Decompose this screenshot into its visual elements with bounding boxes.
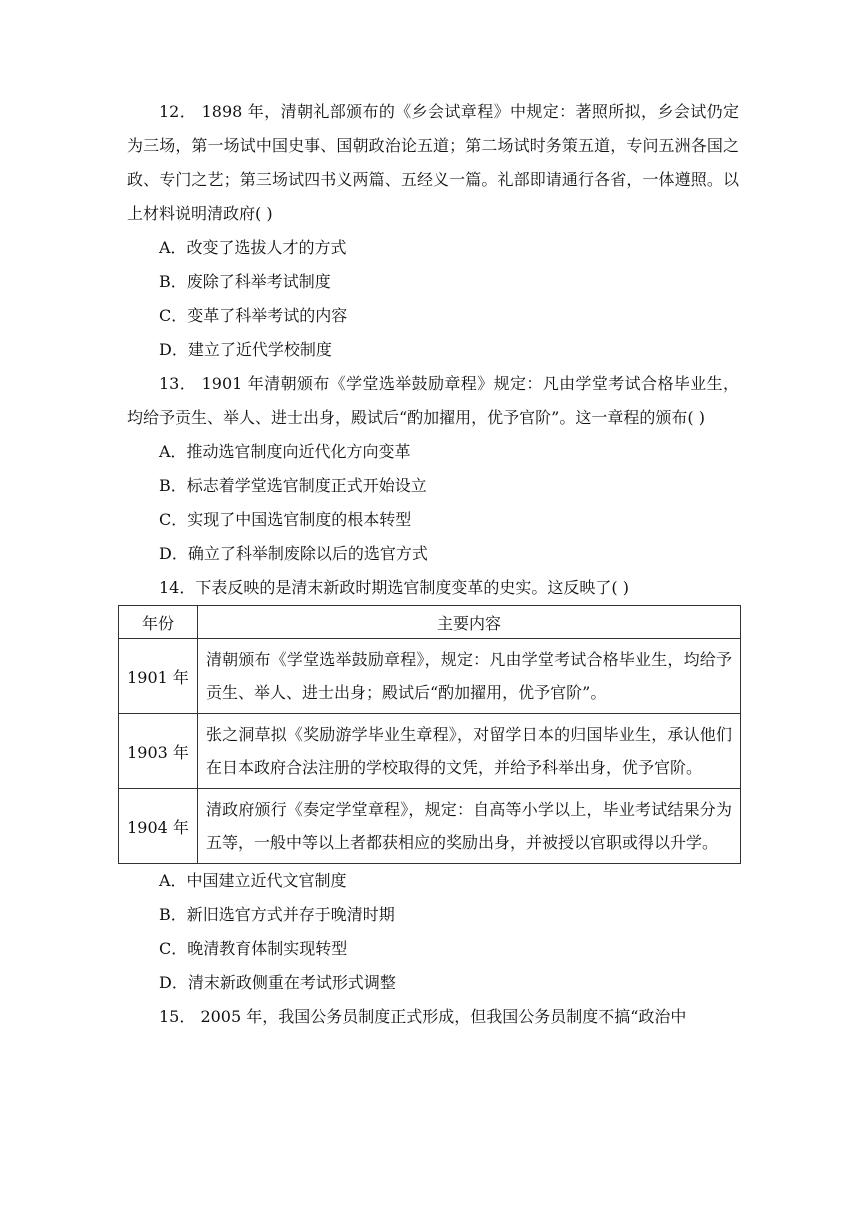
table-header-row bbox=[119, 606, 741, 639]
question-14-option-a: A．中国建立近代文官制度 bbox=[159, 871, 347, 890]
question-13-option-d: D．确立了科举制废除以后的选官方式 bbox=[159, 544, 428, 563]
table-header-year: 年份 bbox=[119, 606, 198, 639]
history-table bbox=[118, 605, 741, 864]
table-cell-content: 清朝颁布《学堂选举鼓励章程》，规定：凡由学堂考试合格毕业生，均给予贡生、举人、进士出身；殿试后“酌加擢用，优予官阶”。 bbox=[198, 639, 741, 714]
question-12-option-a: A．改变了选拔人才的方式 bbox=[159, 238, 347, 257]
question-12-option-b: B．废除了科举考试制度 bbox=[159, 272, 331, 291]
table-cell-content: 张之洞草拟《奖励游学毕业生章程》，对留学日本的归国毕业生，承认他们在日本政府合法注册的学校取得的文凭，并给予科举出身，优予官阶。 bbox=[198, 714, 741, 789]
question-13-option-c: C．实现了中国选官制度的根本转型 bbox=[159, 510, 412, 529]
question-15-stem: 15． 2005 年，我国公务员制度正式形成，但我国公务员制度不搞“政治中 bbox=[159, 1007, 687, 1026]
table-cell-year: 1903 年 bbox=[119, 714, 198, 789]
table-row bbox=[119, 789, 741, 864]
table-row bbox=[119, 714, 741, 789]
question-14-option-d: D．清末新政侧重在考试形式调整 bbox=[159, 973, 396, 992]
table-header-content: 主要内容 bbox=[198, 606, 741, 639]
question-12-option-d: D．建立了近代学校制度 bbox=[159, 340, 332, 359]
table-cell-content: 清政府颁行《奏定学堂章程》，规定：自高等小学以上，毕业考试结果分为五等，一般中等以上者都获相应的奖励出身，并被授以官职或得以升学。 bbox=[198, 789, 741, 864]
question-12-stem: 12． 1898 年，清朝礼部颁布的《乡会试章程》中规定：著照所拟，乡会试仍定为三场，第一场试中国史事、国朝政治论五道；第二场试时务策五道，专问五洲各国之政、专门之艺；第三场试四书义两篇、五经义一篇。礼部即请通行各省，一体遵照。以上材料说明清政府( ) bbox=[127, 102, 739, 223]
table-row bbox=[119, 639, 741, 714]
exam-page bbox=[127, 95, 739, 1034]
question-13-option-b: B．标志着学堂选官制度正式开始设立 bbox=[159, 476, 427, 495]
question-13-stem: 13． 1901 年清朝颁布《学堂选举鼓励章程》规定：凡由学堂考试合格毕业生，均给予贡生、举人、进士出身，殿试后“酌加擢用，优予官阶”。这一章程的颁布( ) bbox=[127, 374, 739, 427]
question-12-option-c: C．变革了科举考试的内容 bbox=[159, 306, 348, 325]
table-cell-year: 1904 年 bbox=[119, 789, 198, 864]
table-cell-year: 1901 年 bbox=[119, 639, 198, 714]
question-14-option-b: B．新旧选官方式并存于晚清时期 bbox=[159, 905, 395, 924]
question-14-stem: 14．下表反映的是清末新政时期选官制度变革的史实。这反映了( ) bbox=[159, 578, 629, 597]
question-14-option-c: C．晚清教育体制实现转型 bbox=[159, 939, 348, 958]
question-13-option-a: A．推动选官制度向近代化方向变革 bbox=[159, 442, 411, 461]
